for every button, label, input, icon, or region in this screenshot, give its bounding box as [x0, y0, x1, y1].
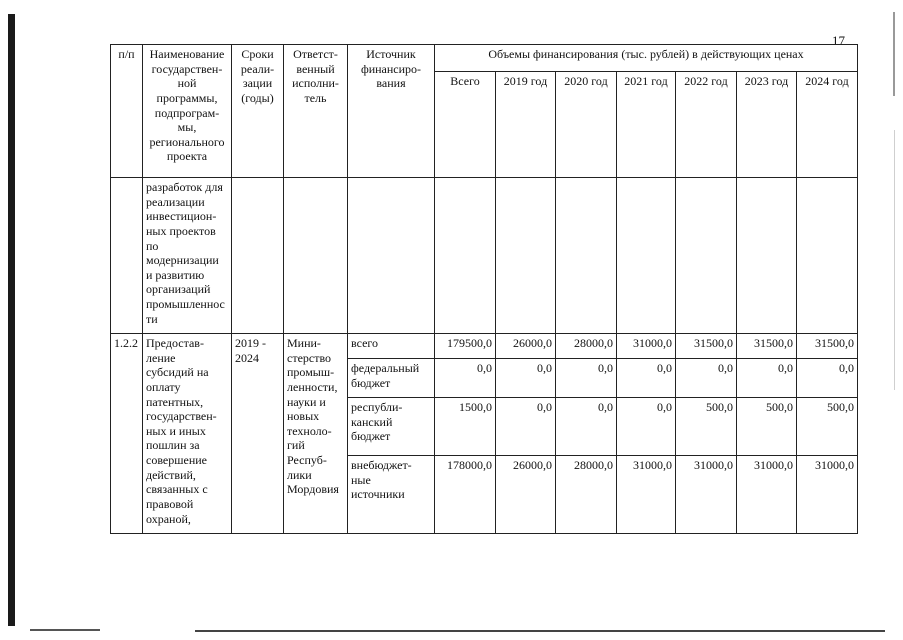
- value-cell: 179500,0: [435, 334, 496, 359]
- header-year-2023: 2023 год: [737, 72, 797, 178]
- cont-terms: [232, 178, 284, 334]
- value-cell: 28000,0: [556, 456, 617, 534]
- value-cell: 0,0: [676, 359, 737, 398]
- value-cell: 500,0: [676, 398, 737, 456]
- item-num: 1.2.2: [111, 334, 143, 534]
- value-cell: 31000,0: [797, 456, 858, 534]
- value-cell: 28000,0: [556, 334, 617, 359]
- scan-edge-right-faint: [894, 130, 895, 390]
- cont-val: [496, 178, 556, 334]
- value-cell: 0,0: [617, 398, 676, 456]
- value-cell: 31000,0: [676, 456, 737, 534]
- header-year-total: Всего: [435, 72, 496, 178]
- value-cell: 0,0: [737, 359, 797, 398]
- header-year-2024: 2024 год: [797, 72, 858, 178]
- header-year-2021: 2021 год: [617, 72, 676, 178]
- value-cell: 31500,0: [797, 334, 858, 359]
- header-row-1: [111, 45, 858, 72]
- source-cell: внебюджет- ные источники: [348, 456, 435, 534]
- header-name: Наименование государствен- ной программы, подпрограм- мы, регионального проекта: [143, 45, 232, 178]
- cont-val: [435, 178, 496, 334]
- value-cell: 0,0: [435, 359, 496, 398]
- header-year-2020: 2020 год: [556, 72, 617, 178]
- page-number: 17: [832, 33, 845, 48]
- cont-val: [797, 178, 858, 334]
- source-cell: федеральный бюджет: [348, 359, 435, 398]
- value-cell: 26000,0: [496, 334, 556, 359]
- scan-line-bottom: [195, 630, 885, 632]
- cont-name: разработок для реализации инвестицион- ных проектов по модернизации и развитию организаций промышленнос ти: [143, 178, 232, 334]
- value-cell: 0,0: [617, 359, 676, 398]
- item-row-total: [111, 334, 858, 359]
- scan-line-bottom-left: [30, 629, 100, 631]
- continuation-row: [111, 178, 858, 334]
- value-cell: 31000,0: [737, 456, 797, 534]
- value-cell: 0,0: [496, 359, 556, 398]
- value-cell: 500,0: [797, 398, 858, 456]
- cont-val: [737, 178, 797, 334]
- value-cell: 178000,0: [435, 456, 496, 534]
- scan-edge-left: [8, 14, 15, 626]
- cont-source: [348, 178, 435, 334]
- cont-val: [617, 178, 676, 334]
- cont-executor: [284, 178, 348, 334]
- value-cell: 0,0: [797, 359, 858, 398]
- value-cell: 31000,0: [617, 456, 676, 534]
- value-cell: 1500,0: [435, 398, 496, 456]
- item-name: Предостав- ление субсидий на оплату патентных, государствен- ных и иных пошлин за совершение действий, связанных с правовой охраной,: [143, 334, 232, 534]
- header-year-2019: 2019 год: [496, 72, 556, 178]
- value-cell: 0,0: [556, 359, 617, 398]
- value-cell: 26000,0: [496, 456, 556, 534]
- header-terms: Сроки реали- зации (годы): [232, 45, 284, 178]
- cont-val: [676, 178, 737, 334]
- header-year-2022: 2022 год: [676, 72, 737, 178]
- source-cell: республи- канский бюджет: [348, 398, 435, 456]
- header-source: Источник финансиро- вания: [348, 45, 435, 178]
- value-cell: 31500,0: [737, 334, 797, 359]
- header-volumes: Объемы финансирования (тыс. рублей) в действующих ценах: [435, 45, 858, 72]
- scan-edge-right: [893, 12, 895, 96]
- value-cell: 31500,0: [676, 334, 737, 359]
- source-cell: всего: [348, 334, 435, 359]
- header-num: п/п: [111, 45, 143, 178]
- header-executor: Ответст- венный исполни- тель: [284, 45, 348, 178]
- item-executor: Мини- стерство промыш- ленности, науки и новых техноло- гий Респуб- лики Мордовия: [284, 334, 348, 534]
- financing-table: [110, 44, 858, 534]
- item-terms: 2019 - 2024: [232, 334, 284, 534]
- value-cell: 0,0: [556, 398, 617, 456]
- value-cell: 0,0: [496, 398, 556, 456]
- cont-num: [111, 178, 143, 334]
- value-cell: 31000,0: [617, 334, 676, 359]
- value-cell: 500,0: [737, 398, 797, 456]
- cont-val: [556, 178, 617, 334]
